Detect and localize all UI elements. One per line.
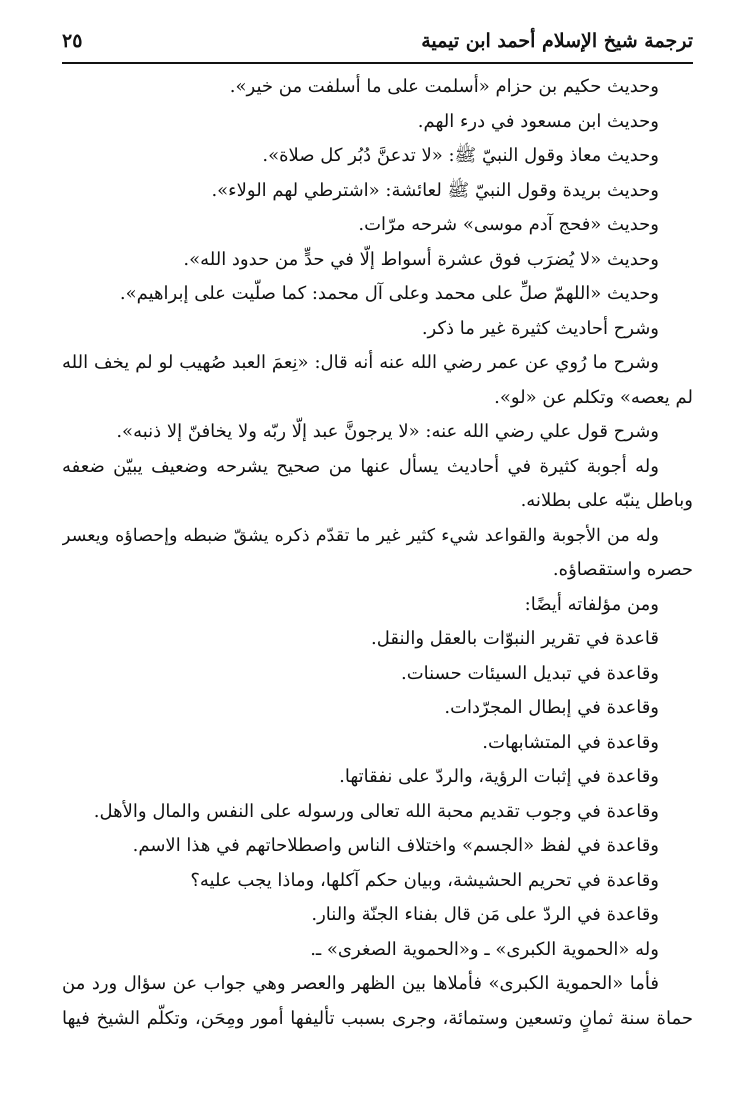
body-text [62, 70, 693, 1036]
text-line: وقاعدة في إبطال المجرّدات. [444, 697, 659, 718]
text-line: وقاعدة في لفظ «الجسم» واختلاف الناس واصطلاحاتهم في هذا الاسم. [132, 835, 659, 856]
text-line: حصره واستقصاؤه. [552, 559, 693, 580]
text-line: لم يعصه» وتكلم عن «لو». [494, 386, 693, 408]
text-line: فأما «الحموية الكبرى» فأملاها بين الظهر والعصر وهي جواب عن سؤال ورد من [62, 973, 659, 994]
text-line: وشرح ما رُوي عن عمر رضي الله عنه أنه قال: «نِعمَ العبد صُهيب لو لم يخف الله [62, 352, 659, 373]
text-line: وقاعدة في تحريم الحشيشة، وبيان حكم آكلها، وماذا يجب عليه؟ [190, 869, 659, 891]
text-line: وحديث بريدة وقول النبيّ ﷺ لعائشة: «اشترطي لهم الولاء». [211, 179, 659, 201]
text-line: وقاعدة في الردّ على مَن قال بفناء الجنّة والنار. [311, 904, 659, 925]
text-line: وحديث «لا يُضرَب فوق عشرة أسواط إلّا في حدٍّ من حدود الله». [183, 248, 659, 270]
text-line: وحديث «اللهمّ صلِّ على محمد وعلى آل محمد: كما صلّيت على إبراهيم». [119, 283, 659, 304]
text-line: ومن مؤلفاته أيضًا: [524, 593, 659, 615]
text-line: وحديث معاذ وقول النبيّ ﷺ: «لا تدعنَّ دُبُر كل صلاة». [262, 145, 659, 166]
text-line: قاعدة في تقرير النبوّات بالعقل والنقل. [371, 628, 659, 649]
text-line: وله «الحموية الكبرى» ـ و«الحموية الصغرى» ـ. [310, 938, 659, 960]
text-line: وقاعدة في وجوب تقديم محبة الله تعالى ورسوله على النفس والمال والأهل. [93, 800, 659, 822]
text-line: وله من الأجوبة والقواعد شيء كثير غير ما تقدّم ذكره يشقّ ضبطه وإحصاؤه ويعسر [62, 525, 659, 546]
page-number: ٢٥ [62, 30, 83, 52]
text-line: وحديث حكيم بن حزام «أسلمت على ما أسلفت من خير». [229, 76, 659, 97]
text-line: وقاعدة في تبديل السيئات حسنات. [400, 662, 659, 684]
text-line: وله أجوبة كثيرة في أحاديث يسأل عنها من صحيح يشرحه وضعيف يبيّن ضعفه [62, 455, 659, 477]
header-title: ترجمة شيخ الإسلام أحمد ابن تيمية [421, 30, 693, 52]
text-line: وقاعدة في إثبات الرؤية، والردّ على نفقاتها. [339, 766, 659, 787]
text-line: وحديث «فحج آدم موسى» شرحه مرّات. [358, 214, 659, 235]
text-line: وشرح قول علي رضي الله عنه: «لا يرجونَّ عبد إلّا ربّه ولا يخافنّ إلا ذنبه». [116, 421, 659, 442]
running-header [62, 28, 693, 64]
text-line: وباطل ينبّه على بطلانه. [520, 490, 693, 511]
text-line: وقاعدة في المتشابهات. [482, 731, 659, 753]
text-line: وحديث ابن مسعود في درء الهم. [417, 110, 659, 132]
text-line: حماة سنة ثمانٍ وتسعين وستمائة، وجرى بسبب تأليفها أمور ومِحَن، وتكلّم الشيخ فيها [62, 1007, 693, 1029]
text-line: وشرح أحاديث كثيرة غير ما ذكر. [421, 317, 659, 339]
